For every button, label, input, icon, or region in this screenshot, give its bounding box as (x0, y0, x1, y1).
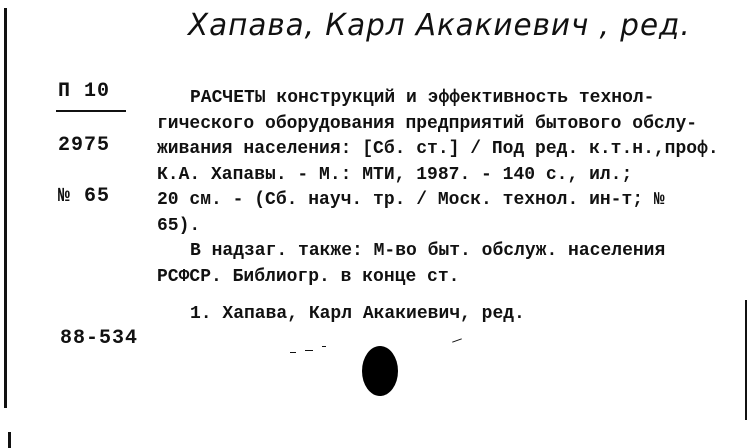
note-line: В надзаг. также: М-во быт. обслуж. населения (190, 241, 666, 261)
description-line: живания населения: [Сб. ст.] / Под ред. к.т.н.,проф. (157, 139, 719, 159)
ink-speck (290, 352, 296, 353)
punch-hole (362, 346, 398, 396)
handwritten-heading: Хапава, Карл Акакиевич , ред. (188, 8, 691, 43)
description-line: РАСЧЕТЫ конструкций и эффективность технол- (190, 88, 655, 108)
description-line: 20 см. - (Сб. науч. тр. / Моск. технол. ин-т; № (157, 190, 665, 210)
ink-speck (452, 338, 462, 342)
description-line: гического оборудования предприятий бытового обслу- (157, 113, 698, 134)
card-left-edge-mark (8, 432, 11, 448)
shelf-code-underline (56, 110, 126, 112)
card-left-edge (4, 8, 7, 408)
card-id: 88-534 (60, 327, 139, 350)
inventory-number: 2975 (58, 134, 111, 157)
series-number: № 65 (58, 185, 111, 208)
tracing-line: 1. Хапава, Карл Акакиевич, ред. (190, 304, 525, 324)
note-line: РСФСР. Библиогр. в конце ст. (157, 266, 460, 287)
bibliographic-description (157, 86, 747, 328)
ink-speck (305, 350, 313, 351)
description-line: К.А. Хапавы. - М.: МТИ, 1987. - 140 с., ил.; (157, 164, 633, 185)
ink-speck (322, 346, 326, 347)
shelf-code: П 10 (58, 80, 111, 103)
description-line: 65). (157, 215, 201, 236)
